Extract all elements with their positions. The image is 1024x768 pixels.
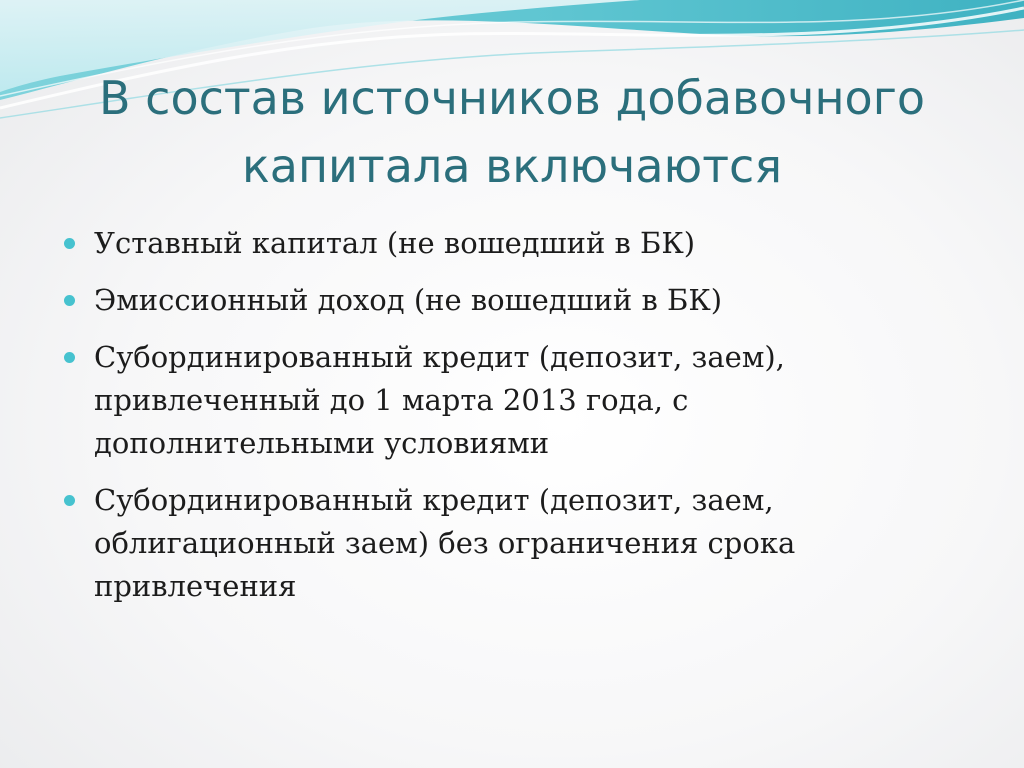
bullet-marker-icon: [64, 352, 75, 363]
slide-title: [20, 64, 1004, 200]
bullet-text: Эмиссионный доход (не вошедший в БК): [94, 283, 723, 317]
bullet-text: Уставный капитал (не вошедший в БК): [94, 226, 696, 260]
bullet-item: [62, 279, 942, 322]
bullet-marker-icon: [64, 495, 75, 506]
bullet-item: [62, 336, 942, 465]
bullet-item: [62, 479, 942, 608]
bullet-text: Субординированный кредит (депозит, заем), привлеченный до 1 марта 2013 года, с дополнительными условиями: [94, 340, 785, 460]
bullet-marker-icon: [64, 295, 75, 306]
slide-title-line-1: В состав источников добавочного: [98, 71, 926, 125]
bullet-list: [62, 222, 942, 622]
bullet-item: [62, 222, 942, 265]
bullet-marker-icon: [64, 238, 75, 249]
slide-title-line-2: капитала включаются: [241, 139, 782, 193]
bullet-text: Субординированный кредит (депозит, заем, облигационный заем) без ограничения срока привлечения: [94, 483, 796, 603]
